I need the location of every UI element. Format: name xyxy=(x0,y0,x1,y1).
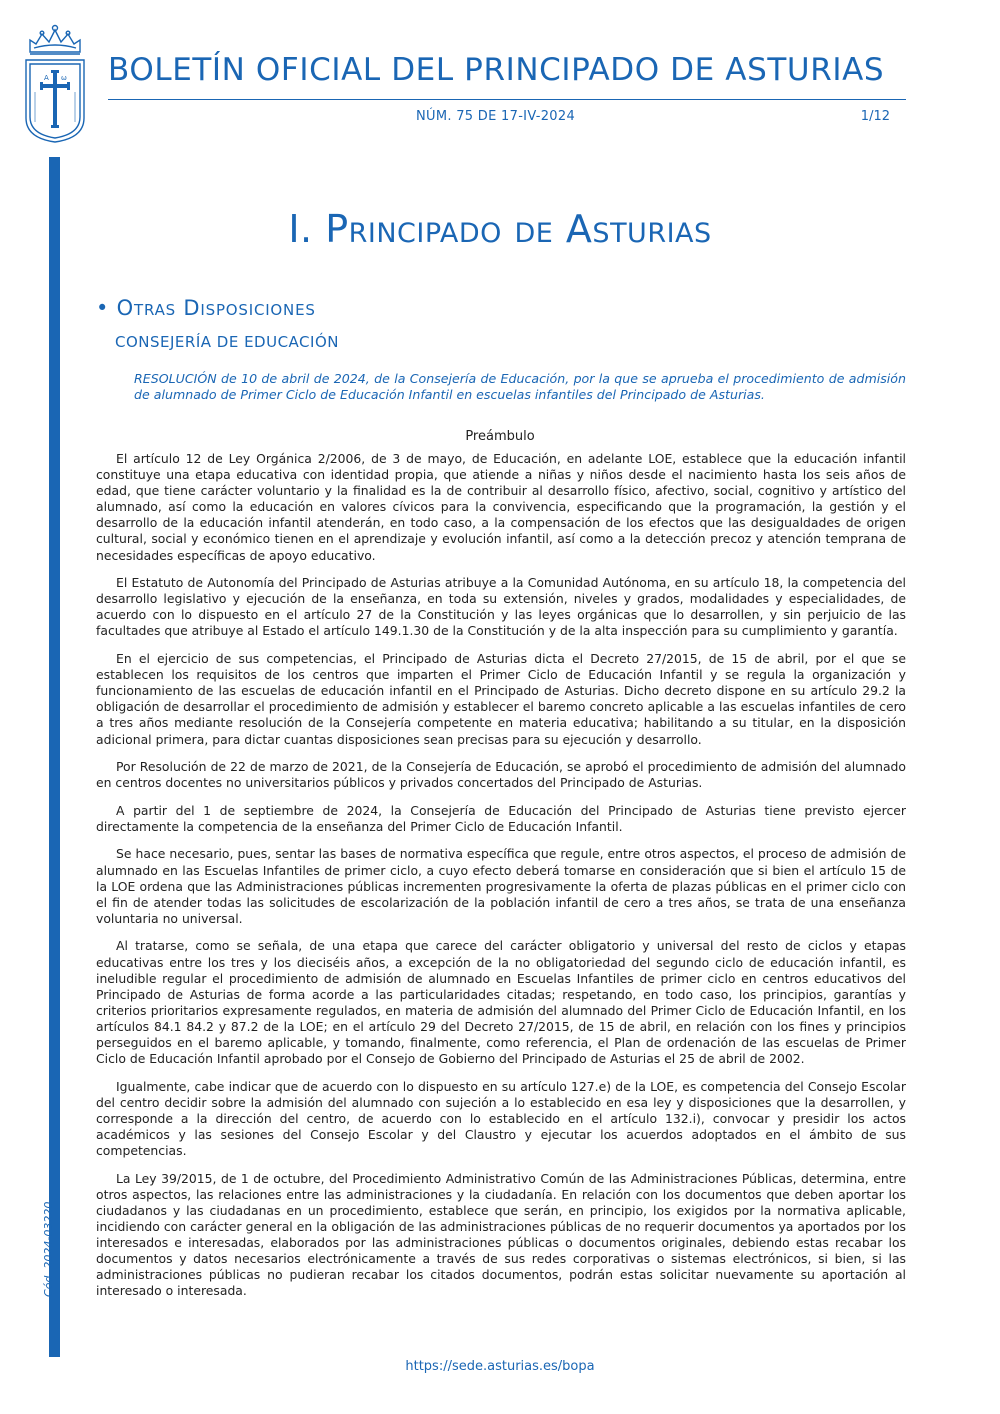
preamble-heading: Preámbulo xyxy=(465,429,535,444)
department-name: CONSEJERÍA DE EDUCACIÓN xyxy=(115,333,339,351)
paragraph: El artículo 12 de Ley Orgánica 2/2006, de 3 de mayo, de Educación, en adelante LOE, establece que la educación infantil constituye una etapa educativa con identidad propia, que atiende a niñas y niños desde el nacimiento hasta los seis años de edad, que tiene carácter voluntario y la finalidad es la de contribuir al desarrollo físico, afectivo, social, cognitivo y artístico del alumnado, así como la educación en valores cívicos para la convivencia, especificando que la programación, la gestión y el desarrollo de la educación infantil atenderán, en todo caso, a la compensación de los efectos que las desigualdades de origen cultural, social y económico tienen en el aprendizaje y evolución infantil, así como a la detección precoz y atención temprana de necesidades específicas de apoyo educativo. xyxy=(96,451,906,563)
issue-number: NÚM. 75 DE 17-IV-2024 xyxy=(416,109,576,124)
paragraph: El Estatuto de Autonomía del Principado de Asturias atribuye a la Comunidad Autónoma, en su artículo 18, la competencia del desarrollo legislativo y ejecución de la enseñanza, en toda su extensión, niveles y grados, modalidades y especialidades, de acuerdo con lo dispuesto en el artículo 27 de la Constitución y las leyes orgánicas que lo desarrollen, y sin perjuicio de las facultades que atribuye al Estado el artículo 149.1.30 de la Constitución y de la alta inspección para su cumplimiento y garantía. xyxy=(96,575,906,639)
document-code: Cód. 2024-03220 xyxy=(42,1201,55,1297)
preamble-body xyxy=(96,451,906,1311)
asturias-coat-of-arms-icon xyxy=(22,22,88,144)
svg-text:A: A xyxy=(44,74,49,82)
paragraph: A partir del 1 de septiembre de 2024, la Consejería de Educación del Principado de Asturias tiene previsto ejercer directamente la competencia de la enseñanza del Primer Ciclo de Educación Infantil. xyxy=(96,802,906,834)
paragraph: En el ejercicio de sus competencias, el Principado de Asturias dicta el Decreto 27/2015, de 15 de abril, por el que se establecen los requisitos de los centros que imparten el Primer Ciclo de Educación Infantil y se regula la organización y funcionamiento de las escuelas de educación infantil en el Principado de Asturias. Dicho decreto dispone en su artículo 29.2 la obligación de desarrollar el procedimiento de admisión y establecer el baremo concreto aplicable a las escuelas infantiles de cero a tres años mediante resolución de la Consejería competente en materia educativa; habilitando a su titular, en la disposición adicional primera, para dictar cuantas disposiciones sean precisas para su ejecución y desarrollo. xyxy=(96,651,906,747)
svg-text:ω: ω xyxy=(61,74,67,82)
paragraph: La Ley 39/2015, de 1 de octubre, del Procedimiento Administrativo Común de las Administraciones Públicas, determina, entre otros aspectos, las relaciones entre las administraciones y la ciudadanía. En relación con los documentos que deben aportar los ciudadanos y las ciudadanas en un procedimiento, establece que serán, en principio, los exigidos por la normativa aplicable, incidiendo con carácter general en la obligación de las administraciones públicas de no requerir documentos ya aportados por los interesados e interesadas, elaborados por las administraciones públicas o documentos originales, debiendo estas recabar los documentos y datos necesarios electrónicamente a través de sus redes corporativas o sistemas electrónicos, si bien, si las administraciones públicas no pudieran recabar los citados documentos, podrán estas solicitar nuevamente su aportación al interesado o interesada. xyxy=(96,1170,906,1299)
header-divider xyxy=(108,99,906,100)
paragraph: Se hace necesario, pues, sentar las bases de normativa específica que regule, entre otros aspectos, el proceso de admisión de alumnado en las Escuelas Infantiles de primer ciclo, a cuyo efecto deberá tomarse en consideración que si bien el artículo 15 de la LOE ordena que las Administraciones públicas incrementen progresivamente la oferta de plazas públicas en el primer ciclo con el fin de atender todas las solicitudes de escolarización de la población infantil de cero a tres años, se trata de una enseñanza voluntaria no universal. xyxy=(96,846,906,926)
section-title: I. Principado de Asturias xyxy=(288,207,712,251)
paragraph: Igualmente, cabe indicar que de acuerdo con lo dispuesto en su artículo 127.e) de la LOE, es competencia del Consejo Escolar del centro decidir sobre la admisión del alumnado con sujeción a lo establecido en esa ley y disposiciones que la desarrollen, y corresponde a la dirección del centro, de acuerdo con lo establecido en el artículo 132.i), convocar y presidir los actos académicos y las sesiones del Consejo Escolar y del Claustro y ejecutar los acuerdos adoptados en el ámbito de sus competencias. xyxy=(96,1078,906,1159)
paragraph: Por Resolución de 22 de marzo de 2021, de la Consejería de Educación, se aprobó el procedimiento de admisión del alumnado en centros docentes no universitarios públicos y privados concertados del Principado de Asturias. xyxy=(96,759,906,791)
subsection-title: • Otras Disposiciones xyxy=(96,296,316,320)
resolution-summary: RESOLUCIÓN de 10 de abril de 2024, de la Consejería de Educación, por la que se aprueba el procedimiento de admisión de alumnado de Primer Ciclo de Educación Infantil en escuelas infantiles del Principado de Asturias. xyxy=(134,371,906,402)
footer-link[interactable]: https://sede.asturias.es/bopa xyxy=(405,1359,595,1374)
side-bar xyxy=(49,157,60,1357)
page-number: 1/12 xyxy=(860,109,890,124)
paragraph: Al tratarse, como se señala, de una etapa que carece del carácter obligatorio y universal del resto de ciclos y etapas educativas entre los tres y los dieciséis años, a excepción de la no obligatoriedad del segundo ciclo de educación infantil, es ineludible regular el procedimiento de admisión de alumnado en Escuelas Infantiles de primer ciclo en centros educativos del Principado de Asturias de forma acorde a las particularidades citadas; respetando, en todo caso, los principios, garantías y criterios prioritarios expresamente regulados, en materia de admisión del alumnado del Primer Ciclo de Educación Infantil, en los artículos 84.1 84.2 y 87.2 de la LOE; en el artículo 29 del Decreto 27/2015, de 15 de abril, en relación con los fines y principios perseguidos en el baremo aplicable, y tomando, finalmente, como referencia, el Plan de ordenación de las escuelas de Primer Ciclo de Educación Infantil aprobado por el Consejo de Gobierno del Principado de Asturias el 25 de abril de 2002. xyxy=(96,938,906,1067)
bulletin-title: BOLETÍN OFICIAL DEL PRINCIPADO DE ASTURIAS xyxy=(108,52,885,88)
